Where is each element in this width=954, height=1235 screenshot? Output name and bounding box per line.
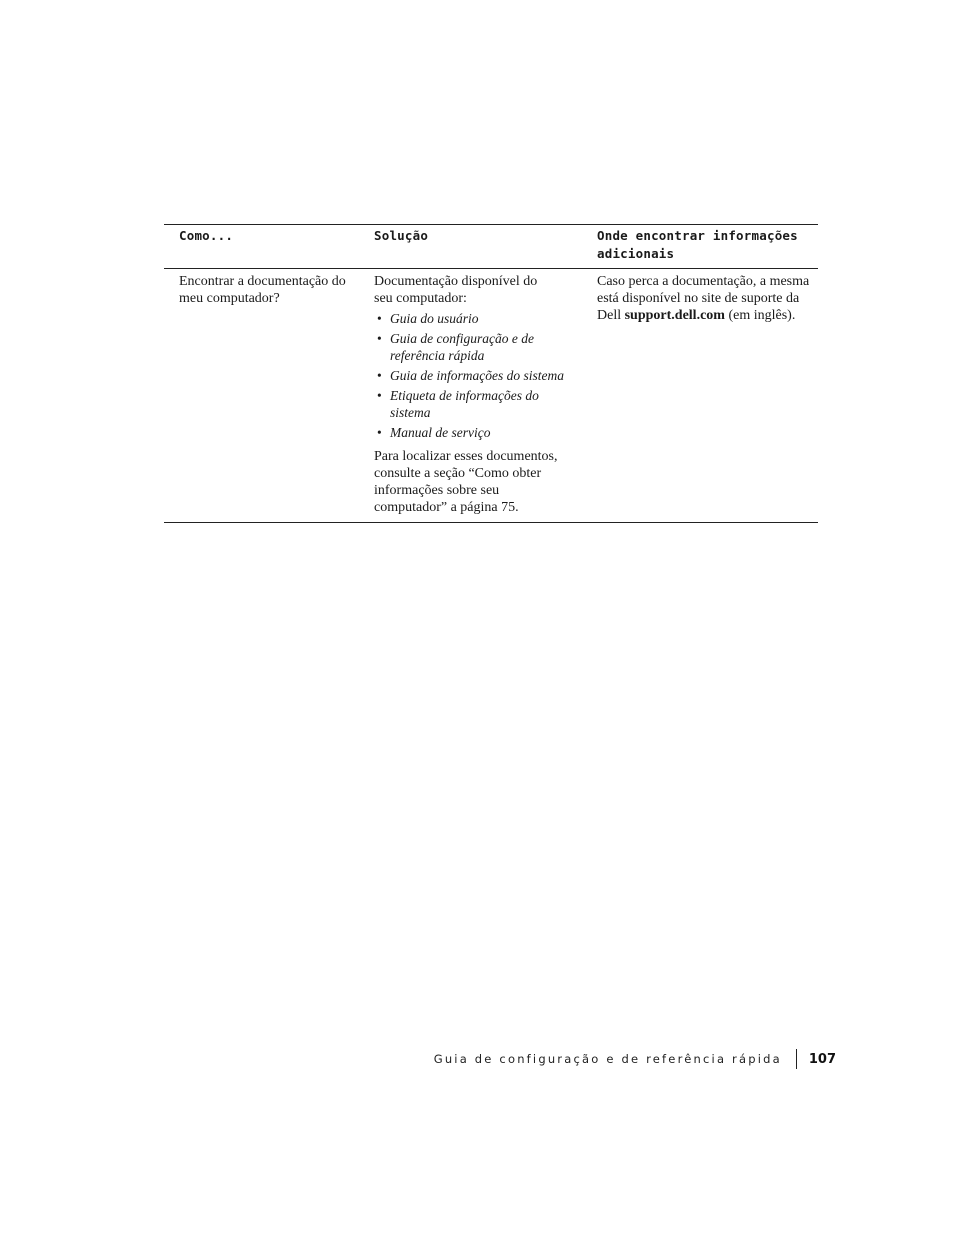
cell-solution — [374, 271, 597, 516]
list-item: • Guia de configuração e de referência rápida — [377, 331, 534, 363]
solution-note: Para localizar esses documentos, consulte a seção “Como obter informações sobre seu computador” a página 75. — [374, 449, 558, 515]
bullet-icon: • — [377, 388, 382, 403]
solution-intro: Documentação disponível do seu computador: — [374, 274, 538, 306]
page-number: 107 — [808, 1051, 836, 1067]
bullet-icon: • — [377, 425, 382, 440]
footer-divider — [796, 1049, 797, 1069]
list-item: • Guia de informações do sistema — [377, 368, 564, 383]
bullet-icon: • — [377, 311, 382, 326]
list-item: • Guia do usuário — [377, 311, 479, 326]
info-table — [164, 224, 818, 523]
header-como: Como... — [179, 228, 234, 243]
support-link[interactable]: support.dell.com — [624, 308, 725, 323]
cell-task — [164, 271, 374, 516]
bullet-icon: • — [377, 368, 382, 383]
task-text: Encontrar a documentação do meu computador? — [179, 274, 346, 306]
page-footer — [434, 1049, 836, 1069]
cell-info — [597, 271, 818, 516]
bullet-icon: • — [377, 331, 382, 346]
info-text: Caso perca a documentação, a mesma está disponível no site de suporte da Dell support.dell.com (em inglês). — [597, 274, 810, 323]
list-item: • Etiqueta de informações do sistema — [377, 388, 539, 420]
header-solucao: Solução — [374, 228, 429, 243]
document-list — [374, 310, 597, 441]
footer-title: Guia de configuração e de referência rápida — [433, 1052, 782, 1066]
header-onde-encontrar: Onde encontrar informações adicionais — [597, 228, 798, 261]
table-header — [164, 225, 818, 269]
table-row — [164, 269, 818, 522]
list-item: • Manual de serviço — [377, 425, 491, 440]
